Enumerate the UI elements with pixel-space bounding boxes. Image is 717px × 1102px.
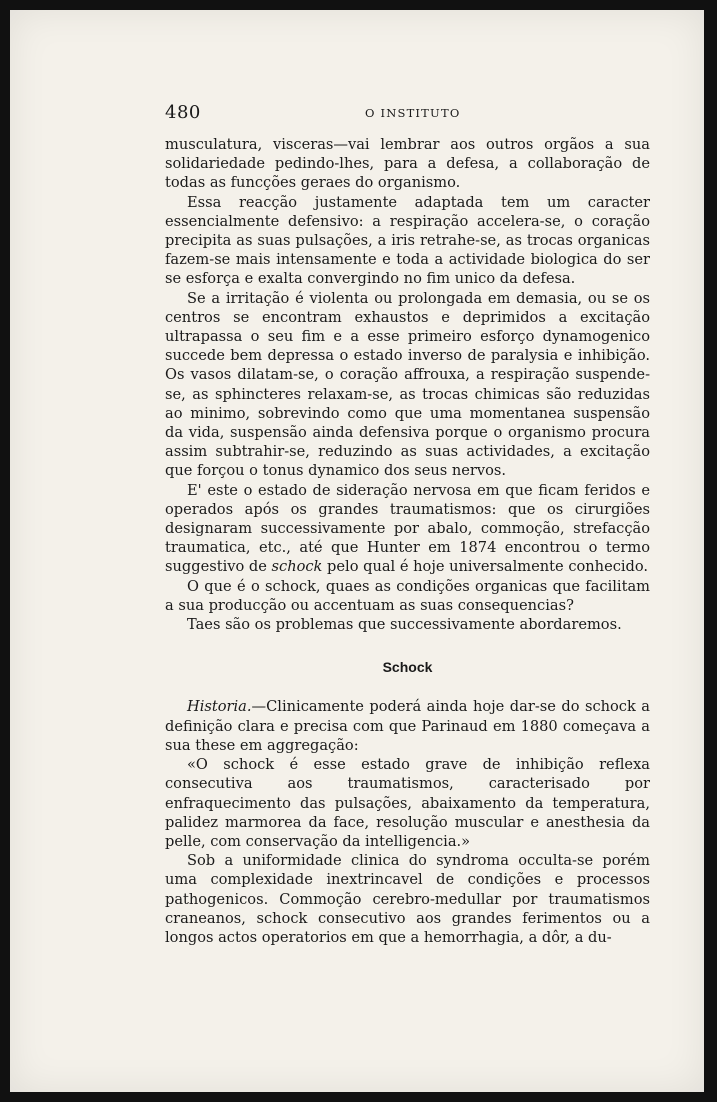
page-header [165, 102, 655, 126]
paragraph-8-quote: «O schock é esse estado grave de inhibição reflexa consecutiva aos traumatismos, caracterisado por enfraquecimento das pulsações, abaixamento da temperatura, palidez marmorea da face, resolução muscular e anesthesia da pelle, com conservação da intelligencia.» [165, 756, 650, 850]
paragraph-7 [165, 697, 650, 755]
paragraph-3: Se a irritação é violenta ou prolongada em demasia, ou se os centros se encontram exhaustos e deprimidos a excitação ultrapassa o seu fim e a esse primeiro esforço dynamogenico succede bem depressa o estado inverso de paralysia e inhibição. Os vasos dilatam-se, o coração affrouxa, a respiração suspende-se, as sphincteres relaxam-se, as trocas chimicas são reduzidas ao minimo, sobrevindo como que uma momentanea suspensão da vida, suspensão ainda defensiva porque o organismo procura assim subtrahir-se, reduzindo as suas actividades, a excitação que forçou o tonus dynamico dos seus nervos. [165, 289, 650, 480]
paragraph-6: Taes são os problemas que successivamente abordaremos. [187, 616, 622, 634]
paragraph-4-end: pelo qual é hoje universalmente conhecido. [322, 558, 649, 576]
paragraph-4 [165, 481, 650, 577]
historia-label: Historia. [187, 698, 252, 716]
body-text [165, 135, 650, 947]
paragraph-7-text: —Clinicamente poderá ainda hoje dar-se do schock a definição clara e precisa com que Parinaud em 1880 começava a sua these em aggregação: [165, 698, 650, 754]
paragraph-5: O que é o schock, quaes as condições organicas que facilitam a sua producção ou accentuam as suas consequencias? [165, 577, 650, 614]
paragraph-9: Sob a uniformidade clinica do syndroma occulta-se porém uma complexidade inextrincavel de condições e processos pathogenicos. Commoção cerebro-medullar por traumatismos craneanos, schock consecutivo aos grandes ferimentos ou a longos actos operatorios em que a hemorrhagia, a dôr, a du- [165, 852, 650, 946]
section-heading: Schock [382, 659, 433, 676]
paragraph-1: musculatura, visceras—vai lembrar aos outros orgãos a sua solidariedade pedindo-lhes, para a defesa, a collaboração de todas as funcções geraes do organismo. [165, 136, 650, 192]
schock-term: schock [271, 558, 323, 576]
running-title: O INSTITUTO [365, 106, 461, 120]
paragraph-2: Essa reacção justamente adaptada tem um caracter essencialmente defensivo: a respiração accelera-se, o coração precipita as suas pulsações, a iris retrahe-se, as trocas organicas fazem-se mais intensamente e toda a actividade biologica do ser se esforça e exalta convergindo no fim unico da defesa. [165, 193, 650, 288]
book-page [10, 10, 704, 1092]
paragraph-4-text: E' este o estado de sideração nervosa em que ficam feridos e operados após os grandes traumatismos: que os cirurgiões designaram successivamente por abalo, commoção, strefacção traumatica, etc., até que Hunter em 1874 encontrou o termo suggestivo de [165, 481, 650, 576]
page-number: 480 [165, 102, 201, 123]
